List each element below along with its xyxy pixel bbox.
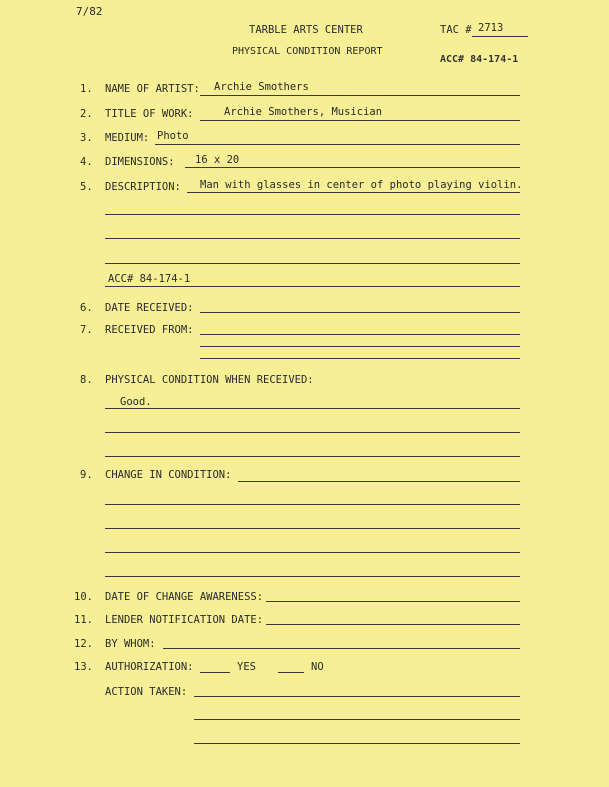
tac-label: TAC # — [440, 24, 472, 36]
field-12-number: 12. — [74, 638, 93, 650]
received-from-line-1 — [200, 334, 520, 335]
dimensions-value: 16 x 20 — [195, 154, 240, 166]
condition-received-label: PHYSICAL CONDITION WHEN RECEIVED: — [105, 374, 314, 386]
artist-line — [200, 95, 520, 96]
field-3-number: 3. — [80, 132, 93, 144]
artist-label: NAME OF ARTIST: — [105, 83, 200, 95]
by-whom-line — [163, 648, 520, 649]
title-label: TITLE OF WORK: — [105, 108, 194, 120]
field-11-number: 11. — [74, 614, 93, 626]
description-value: Man with glasses in center of photo playing violin. — [200, 179, 523, 191]
report-title: PHYSICAL CONDITION REPORT — [232, 46, 383, 57]
date-received-line — [200, 312, 520, 313]
action-line-1 — [194, 696, 520, 697]
no-blank — [278, 672, 304, 673]
change-condition-line-4 — [105, 552, 520, 553]
change-condition-line-1 — [238, 481, 520, 482]
medium-value: Photo — [157, 130, 189, 142]
dimensions-line — [185, 167, 520, 168]
field-4-number: 4. — [80, 156, 93, 168]
field-10-number: 10. — [74, 591, 93, 603]
received-from-line-2 — [200, 346, 520, 347]
lender-notification-line — [266, 624, 520, 625]
field-8-number: 8. — [80, 374, 93, 386]
artist-value: Archie Smothers — [214, 81, 309, 93]
action-taken-label: ACTION TAKEN: — [105, 686, 188, 698]
condition-line-2 — [105, 432, 520, 433]
medium-label: MEDIUM: — [105, 132, 150, 144]
change-condition-line-2 — [105, 504, 520, 505]
condition-line-1 — [105, 408, 520, 409]
acc-line — [105, 286, 520, 287]
by-whom-label: BY WHOM: — [105, 638, 156, 650]
acc-stamp: ACC# 84-174-1 — [440, 54, 519, 65]
field-2-number: 2. — [80, 108, 93, 120]
field-13-number: 13. — [74, 661, 93, 673]
received-from-label: RECEIVED FROM: — [105, 324, 194, 336]
date-received-label: DATE RECEIVED: — [105, 302, 194, 314]
field-9-number: 9. — [80, 469, 93, 481]
condition-received-value: Good. — [120, 396, 152, 408]
title-line — [200, 120, 520, 121]
description-line-3 — [105, 238, 520, 239]
description-line-4 — [105, 263, 520, 264]
description-line-1 — [187, 192, 520, 193]
description-line-2 — [105, 214, 520, 215]
change-condition-label: CHANGE IN CONDITION: — [105, 469, 232, 481]
no-label: NO — [311, 661, 324, 673]
action-line-3 — [194, 743, 520, 744]
tac-number: 2713 — [478, 22, 504, 34]
yes-label: YES — [237, 661, 256, 673]
date-code: 7/82 — [76, 5, 103, 18]
field-6-number: 6. — [80, 302, 93, 314]
field-5-number: 5. — [80, 181, 93, 193]
yes-blank — [200, 672, 230, 673]
change-awareness-line — [266, 601, 520, 602]
field-1-number: 1. — [80, 83, 93, 95]
received-from-line-3 — [200, 358, 520, 359]
acc-inline: ACC# 84-174-1 — [108, 273, 191, 285]
change-condition-line-3 — [105, 528, 520, 529]
medium-line — [155, 144, 520, 145]
field-7-number: 7. — [80, 324, 93, 336]
title-value: Archie Smothers, Musician — [224, 106, 383, 118]
center-name: TARBLE ARTS CENTER — [249, 24, 363, 36]
description-label: DESCRIPTION: — [105, 181, 181, 193]
lender-notification-label: LENDER NOTIFICATION DATE: — [105, 614, 264, 626]
tac-underline — [472, 36, 528, 37]
action-line-2 — [194, 719, 520, 720]
change-awareness-label: DATE OF CHANGE AWARENESS: — [105, 591, 264, 603]
dimensions-label: DIMENSIONS: — [105, 156, 175, 168]
condition-line-3 — [105, 456, 520, 457]
authorization-label: AUTHORIZATION: — [105, 661, 194, 673]
change-condition-line-5 — [105, 576, 520, 577]
